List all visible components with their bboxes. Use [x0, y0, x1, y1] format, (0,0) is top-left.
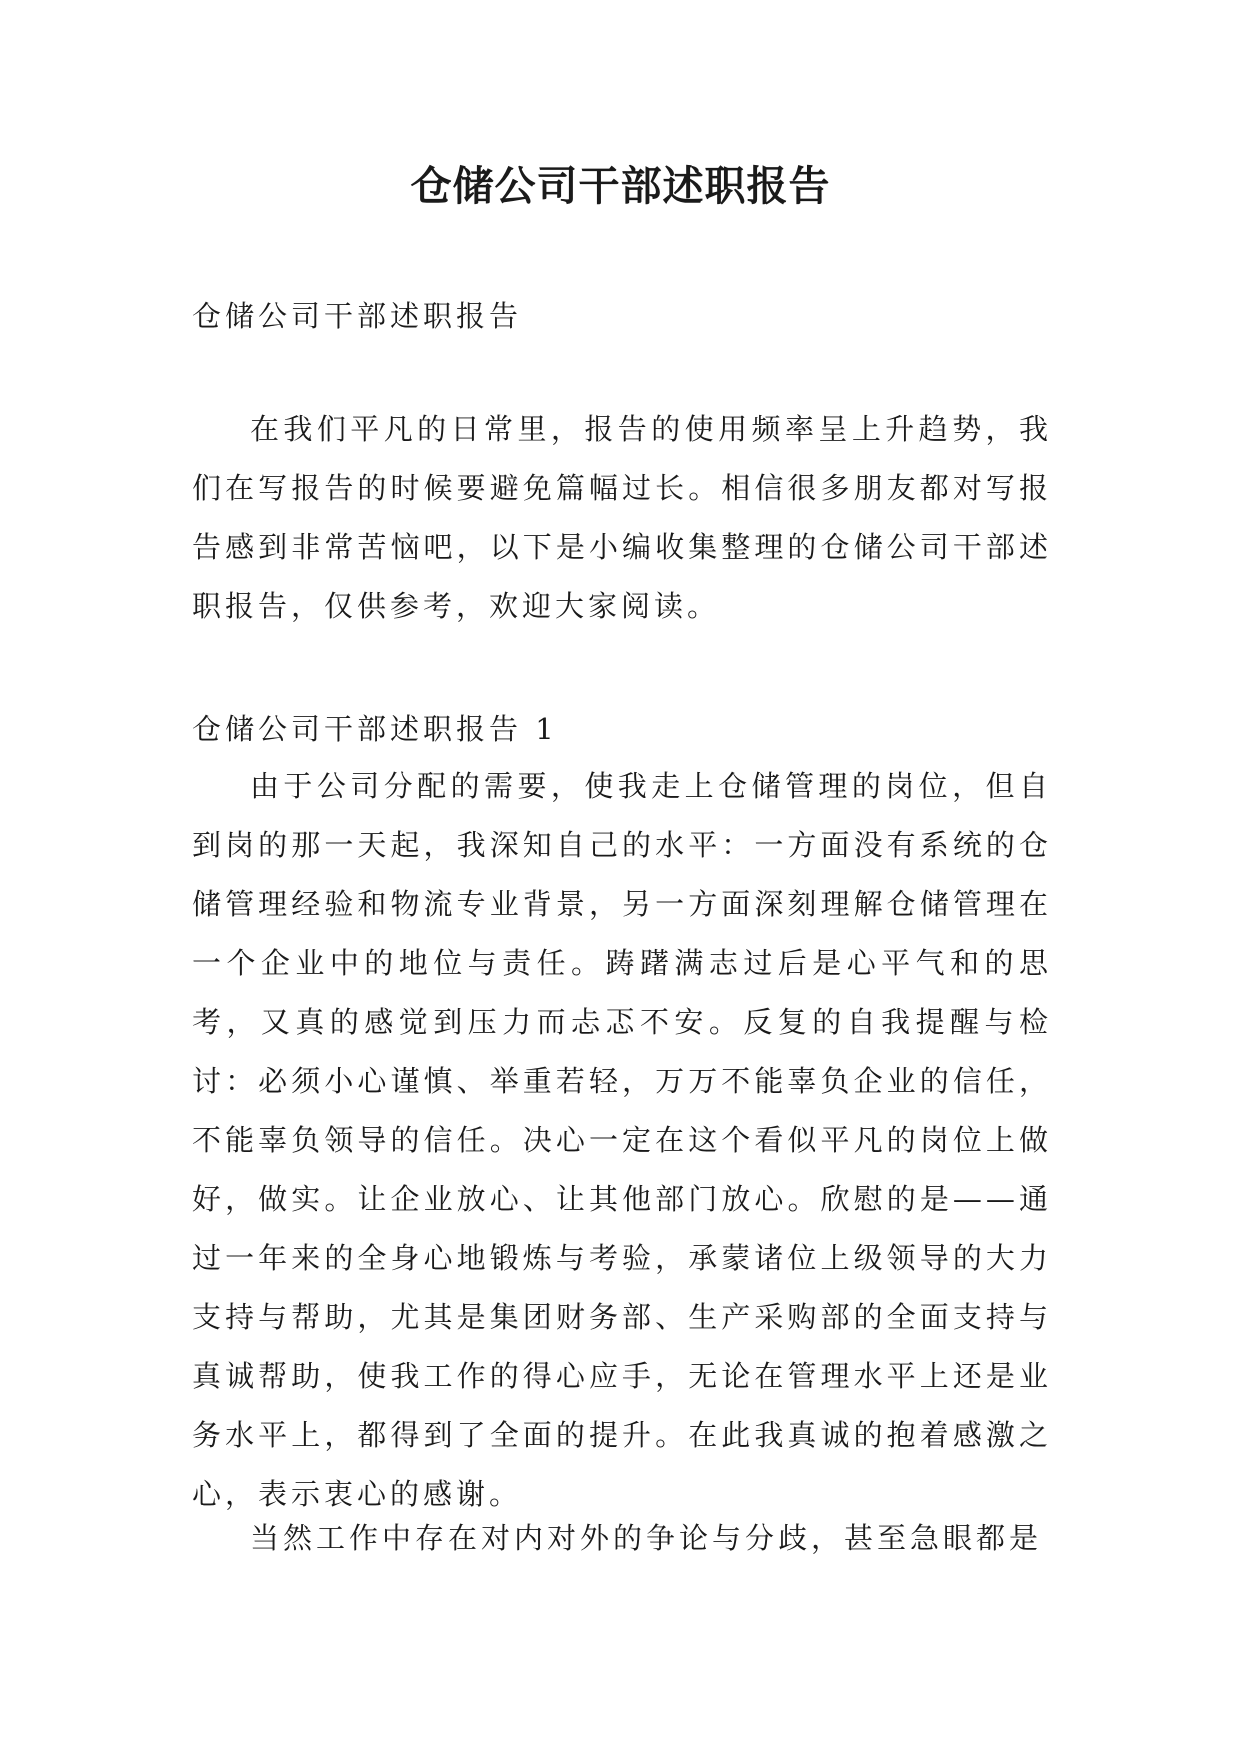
body-paragraph: 当然工作中存在对内对外的争论与分歧，甚至急眼都是	[250, 1521, 1043, 1555]
body-paragraph: 由于公司分配的需要，使我走上仓储管理的岗位，但自到岗的那一天起，我深知自己的水平：一方面没有系统的仓储管理经验和物流专业背景，另一方面深刻理解仓储管理在一个企业中的地位与责任。踌躇满志过后是心平气和的思考，又真的感觉到压力而忐忑不安。反复的自我提醒与检讨：必须小心谨慎、举重若轻，万万不能辜负企业的信任，不能辜负领导的信任。决心一定在这个看似平凡的岗位上做好，做实。让企业放心、让其他部门放心。欣慰的是——通过一年来的全身心地锻炼与考验，承蒙诸位上级领导的大力支持与帮助，尤其是集团财务部、生产采购部的全面支持与真诚帮助，使我工作的得心应手，无论在管理水平上还是业务水平上，都得到了全面的提升。在此我真诚的抱着感激之心，表示衷心的感谢。	[192, 769, 1052, 1511]
section-heading: 仓储公司干部述职报告 1	[192, 712, 558, 746]
document-title: 仓储公司干部述职报告	[410, 162, 831, 210]
intro-paragraph: 在我们平凡的日常里，报告的使用频率呈上升趋势，我们在写报告的时候要避免篇幅过长。相信很多朋友都对写报告感到非常苦恼吧，以下是小编收集整理的仓储公司干部述职报告，仅供参考，欢迎大家阅读。	[192, 412, 1052, 623]
document-subtitle: 仓储公司干部述职报告	[192, 299, 523, 333]
